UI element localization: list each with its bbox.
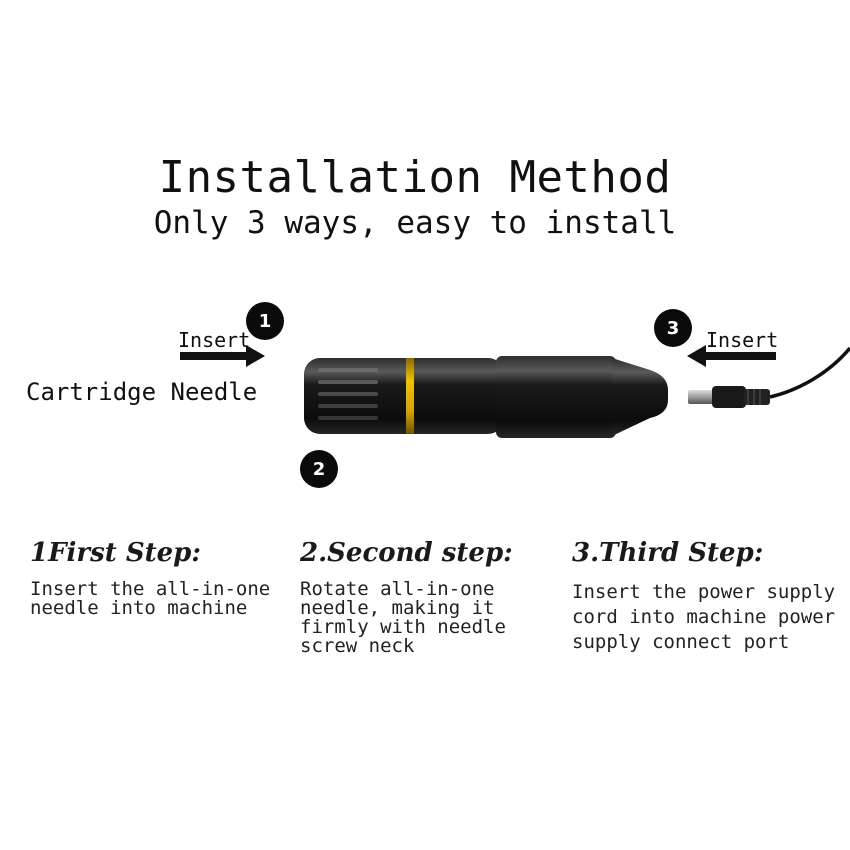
page-title: Installation Method: [158, 152, 672, 203]
step-3: [572, 538, 850, 655]
insert-label-right: Insert: [706, 328, 779, 352]
step-1: [30, 538, 280, 618]
step-3-title: 3.Third Step:: [572, 538, 764, 568]
step-badge-2: 2: [300, 450, 338, 488]
step-1-body: Insert the all-in-one needle into machine: [30, 578, 271, 619]
step-2-body: Rotate all-in-one needle, making it firmly with needle screw neck: [300, 578, 506, 657]
page-subtitle: Only 3 ways, easy to install: [153, 205, 677, 241]
step-badge-3: 3: [654, 309, 692, 347]
cartridge-needle-label: Cartridge Needle: [26, 378, 258, 406]
insert-label-left: Insert: [178, 328, 251, 352]
tattoo-pen-machine: [304, 356, 668, 438]
step-3-body: Insert the power supply cord into machine power supply connect port: [572, 581, 836, 653]
step-1-title: 1First Step:: [30, 538, 201, 568]
step-2-title: 2.Second step:: [300, 538, 513, 568]
step-2: [300, 538, 560, 656]
step-badge-1: 1: [246, 302, 284, 340]
